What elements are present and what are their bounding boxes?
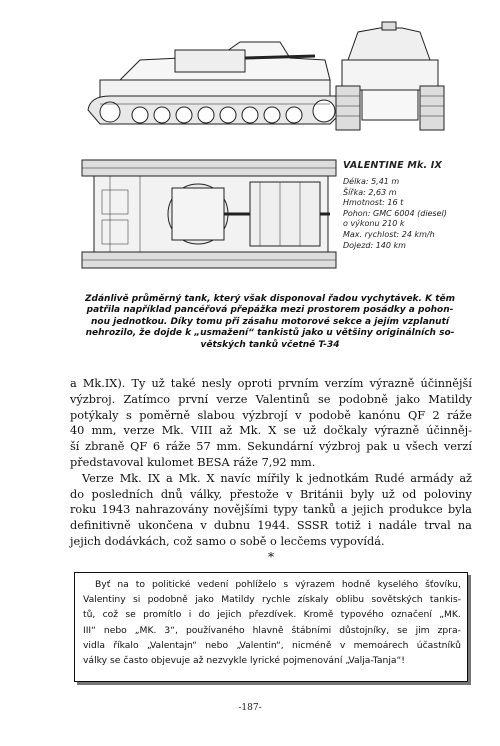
word: výrazem (295, 579, 335, 590)
body-line: představoval kulomet BESA ráže 7,92 mm. (70, 455, 316, 469)
word: Ty (131, 377, 146, 390)
word: i (367, 519, 372, 533)
word: Kromě (303, 609, 334, 621)
word: byla (447, 503, 472, 517)
word: promítlo (143, 609, 182, 621)
word: do (70, 487, 85, 501)
word: ráže (447, 408, 472, 422)
word: rychle (262, 594, 291, 606)
word: nebo (205, 639, 229, 651)
word: od (402, 487, 417, 501)
word: na (117, 579, 129, 590)
word: novějšími (213, 503, 269, 517)
word: „MK. (134, 624, 157, 636)
word: jim (415, 624, 430, 636)
word: tanků (302, 503, 336, 517)
word: definitivně (70, 519, 131, 533)
word: „Valentajn“ (146, 639, 197, 651)
spec-max-speed: Max. rychlost: 24 km/h (343, 229, 435, 239)
word: pohlíželo (235, 579, 277, 590)
word: se (397, 624, 408, 636)
word: trval (424, 519, 451, 533)
word: nicméně (292, 639, 332, 651)
word: účinnější (420, 377, 472, 390)
box-line (83, 607, 461, 622)
caption-line: nou jednotkou. Díky tomu při zásahu motorové sekce a jejím vzplanutí (91, 316, 449, 327)
word: Británii (299, 487, 344, 501)
word: SSSR (296, 519, 329, 533)
figure-caption (70, 294, 470, 351)
caption-line: Zdánlivě průměrný tank, který však disponoval řadou vychytávek. K těm (85, 294, 455, 304)
word: jako (195, 594, 214, 606)
word: dnů (160, 487, 183, 501)
word: QF (407, 408, 426, 422)
body-line (70, 376, 472, 392)
word: války, (190, 487, 223, 501)
word: dubnu (213, 519, 251, 533)
spec-range: Dojezd: 140 km (343, 240, 406, 250)
word: účastníků (416, 639, 461, 651)
body-line (70, 518, 472, 534)
sidebar-note-box (74, 572, 468, 682)
word: šťovíku, (425, 579, 461, 590)
word: 1944. (257, 519, 290, 533)
word: X (206, 471, 215, 485)
word: se (283, 424, 296, 438)
word: přezdívek. (248, 609, 297, 621)
body-line (70, 487, 472, 503)
word: používaného (185, 624, 245, 636)
word: se (318, 392, 331, 406)
word: armády (410, 471, 454, 485)
word: výrazně (369, 377, 415, 390)
word: 6 (152, 440, 161, 454)
word: Mk. (178, 471, 201, 485)
word: typy (273, 503, 298, 517)
word: už (303, 424, 317, 438)
word: verzím (324, 377, 364, 390)
word: výzbrojí (242, 408, 288, 422)
box-line (83, 577, 461, 592)
word: a (165, 471, 173, 485)
word: už (151, 377, 165, 390)
word: hlavně (252, 624, 284, 636)
word: dočkaly (323, 424, 368, 438)
word: účinněj- (426, 424, 472, 438)
word: Mk. (161, 424, 184, 438)
word: v (295, 408, 302, 422)
word: jejich (352, 503, 384, 517)
word: poměrně (139, 408, 191, 422)
word: verze (123, 424, 155, 438)
body-line (70, 408, 472, 424)
word: podobě (308, 408, 351, 422)
spec-block (343, 160, 473, 251)
word: kanónu (358, 408, 401, 422)
box-line (83, 638, 461, 653)
word: podobně (147, 594, 188, 606)
body-line (70, 392, 472, 408)
body-text (70, 376, 472, 564)
word: prvním (278, 377, 319, 390)
word: kyselého (377, 579, 419, 590)
word: Sekundární (247, 440, 314, 454)
box-line (83, 592, 461, 607)
word: hodně (341, 579, 371, 590)
word: získaly (297, 594, 329, 606)
word: Zatímco (123, 392, 171, 406)
section-separator: * (268, 549, 274, 564)
word: vedení (197, 579, 229, 590)
word: VIII (190, 424, 213, 438)
word: tů, (83, 609, 96, 621)
word: verzí (443, 440, 472, 454)
body-line: jejich dodávkách, což samo o sobě o lecčems vypovídá. (70, 534, 385, 548)
word: poloviny (423, 487, 472, 501)
word: už (381, 487, 395, 501)
word: což (102, 609, 119, 621)
word: do (198, 609, 210, 621)
caption-line: patřila například pancéřová přepážka mezi prostorem posádky a pohon- (86, 305, 454, 316)
word: „Valentin“, (236, 639, 284, 651)
word: pak (366, 440, 388, 454)
word: X (268, 424, 277, 438)
word: roku (70, 503, 97, 517)
word: Mk. (239, 424, 262, 438)
word: v (200, 519, 207, 533)
word: 3“, (164, 624, 178, 636)
word: na (457, 519, 472, 533)
word: produkce (388, 503, 443, 517)
word: to (135, 579, 145, 590)
word: všech (405, 440, 439, 454)
word: jednotkám (308, 471, 369, 485)
word: Mk.IX). (82, 377, 126, 390)
spec-width: Šířka: 2,63 m (343, 187, 397, 197)
word: v (339, 639, 346, 651)
caption-line: větských tanků včetně T-34 (200, 339, 340, 350)
word: tankis- (429, 594, 461, 606)
word: zbraně (85, 440, 125, 454)
spec-power: o výkonu 210 k (343, 219, 405, 229)
word: a (340, 503, 348, 517)
body-line (70, 439, 472, 455)
spec-length: Délka: 5,41 m (343, 177, 400, 186)
word: také (170, 377, 196, 390)
word: jejich (217, 609, 242, 621)
word: ukončena (137, 519, 194, 533)
word: nahrazovány (135, 503, 209, 517)
word: sovětských (371, 594, 423, 606)
tank-front-view (336, 22, 444, 130)
word: k (295, 471, 303, 485)
spec-engine: Pohon: GMC 6004 (diesel) (343, 208, 447, 218)
word: oblibu (335, 594, 365, 606)
word: i (188, 609, 192, 621)
word: memoárech (353, 639, 409, 651)
word: totiž (335, 519, 361, 533)
word: nebo (103, 624, 127, 636)
word: Valentiny (83, 594, 126, 606)
word: Byť (95, 579, 111, 590)
word: mm. (216, 440, 242, 454)
word: jako (396, 392, 421, 406)
word: v (286, 487, 293, 501)
word: mm, (91, 424, 117, 438)
word: až (459, 471, 472, 485)
word: IX (147, 471, 161, 485)
word: slabou (197, 408, 235, 422)
page-number: -187- (238, 703, 262, 713)
word: vidla (83, 639, 106, 651)
word: nadále (378, 519, 417, 533)
word: potýkaly (70, 408, 119, 422)
word: podobně (338, 392, 388, 406)
word: přestože (229, 487, 279, 501)
spec-title: VALENTINE Mk. IX (343, 160, 443, 171)
word: s (125, 408, 132, 422)
word: Mk. (119, 471, 142, 485)
word: 1943 (101, 503, 131, 517)
word: navíc (220, 471, 251, 485)
word: říkalo (113, 639, 139, 651)
spec-weight: Hmotnost: 16 t (343, 198, 404, 208)
word: zpra- (437, 624, 461, 636)
word: ší (70, 440, 80, 454)
box-line: války se často objevuje až nezvykle lyrické pojmenování „Valja-Tanja“! (83, 655, 405, 667)
word: označení (390, 609, 432, 621)
word: Matildy (428, 392, 472, 406)
word: Verze (82, 471, 114, 485)
word: nesly (201, 377, 232, 390)
tank-top-view (82, 160, 336, 268)
word: 40 (70, 424, 85, 438)
word: důstojníky, (339, 624, 390, 636)
body-line (70, 423, 472, 439)
word: 2 (432, 408, 440, 422)
word: a (70, 377, 77, 390)
word: QF (130, 440, 148, 454)
word: ráže (165, 440, 191, 454)
word: III“ (83, 624, 96, 636)
word: 57 (196, 440, 211, 454)
word: mířily (256, 471, 290, 485)
word: první (178, 392, 209, 406)
tank-side-view (88, 42, 343, 124)
word: politické (151, 579, 191, 590)
box-line (83, 623, 461, 638)
word: verze (216, 392, 248, 406)
word: výzbroj. (70, 392, 116, 406)
word: u (392, 440, 401, 454)
body-line (70, 471, 472, 487)
word: výrazně (374, 424, 420, 438)
word: Valentinů (255, 392, 310, 406)
word: výzbroj (318, 440, 361, 454)
word: typového (340, 609, 384, 621)
word: „MK. (439, 609, 461, 621)
word: se (125, 609, 136, 621)
word: si (132, 594, 141, 606)
word: oproti (237, 377, 272, 390)
word: Rudé (374, 471, 405, 485)
word: posledních (91, 487, 154, 501)
word: až (219, 424, 233, 438)
word: s (283, 579, 289, 590)
body-line (70, 502, 472, 518)
word: Matildy (221, 594, 255, 606)
caption-line: nehrozilo, že dojde k „usmažení“ tankistů jako u většiny originálních so- (85, 328, 455, 339)
word: byly (350, 487, 375, 501)
word: štábními (291, 624, 332, 636)
